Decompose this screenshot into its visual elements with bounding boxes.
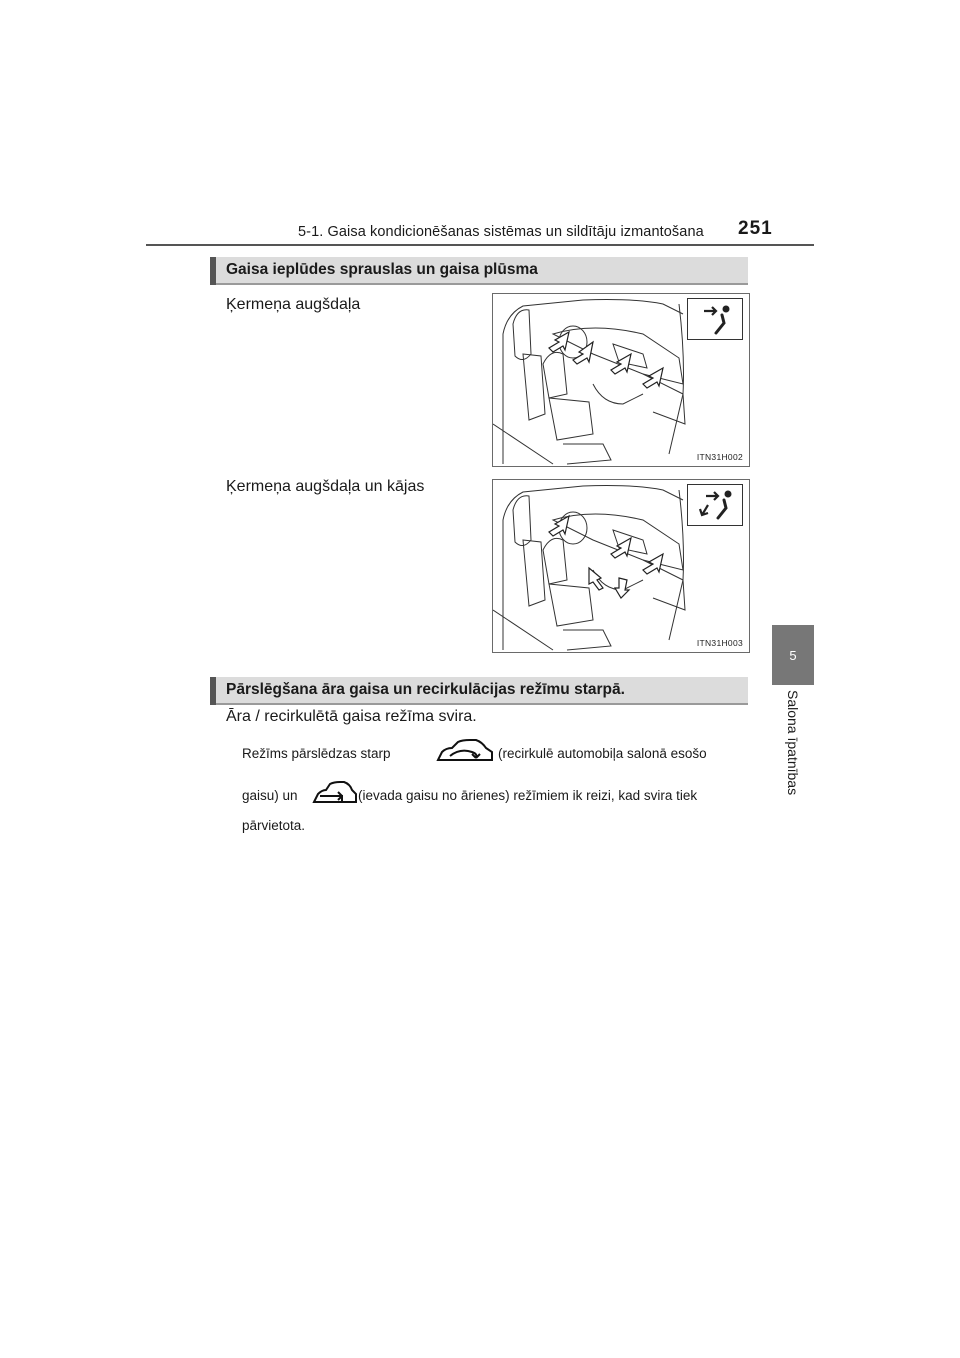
section-heading-text: Pārslēgšana āra gaisa un recirkulācijas režīmu starpā. (226, 681, 625, 698)
section-heading-air-intake (210, 677, 748, 705)
item-label-upper-body: Ķermeņa augšdaļa (226, 296, 361, 313)
chapter-number: 5 (789, 647, 797, 663)
running-header: 5-1. Gaisa kondicionēšanas sistēmas un sildītāju izmantošana (298, 224, 704, 240)
item-label-intake-lever: Āra / recirkulētā gaisa režīma svira. (226, 708, 477, 725)
text-segment: (ievada gaisu no ārienes) režīmiem ik reizi, kad svira tiek (358, 788, 698, 803)
paragraph-line-1 (242, 746, 750, 761)
item-label-upper-body-feet: Ķermeņa augšdaļa un kājas (226, 478, 425, 495)
upper-body-feet-mode-icon (687, 484, 743, 526)
recirculation-icon (436, 738, 494, 771)
page-number: 251 (738, 218, 773, 239)
airflow-illustration-upper-feet (492, 479, 750, 653)
figure-code: ITN31H002 (696, 452, 743, 462)
upper-body-mode-icon (687, 298, 743, 340)
section-heading-text: Gaisa ieplūdes sprauslas un gaisa plūsma (226, 261, 538, 278)
chapter-label (783, 690, 803, 810)
text-segment: (recirkulē automobiļa salonā esošo (498, 746, 707, 761)
chapter-tab (772, 625, 814, 685)
text-segment: Režīms pārslēdzas starp (242, 746, 391, 761)
header-divider (146, 244, 814, 246)
text-segment: gaisu) un (242, 788, 298, 803)
section-heading-vents (210, 257, 748, 285)
chapter-label-text: Salona īpatnības (785, 690, 801, 796)
paragraph-line-2 (242, 788, 750, 803)
airflow-illustration-upper (492, 293, 750, 467)
figure-code: ITN31H003 (696, 638, 743, 648)
paragraph-line-3: pārvietota. (242, 818, 306, 833)
fresh-air-icon (312, 780, 358, 813)
